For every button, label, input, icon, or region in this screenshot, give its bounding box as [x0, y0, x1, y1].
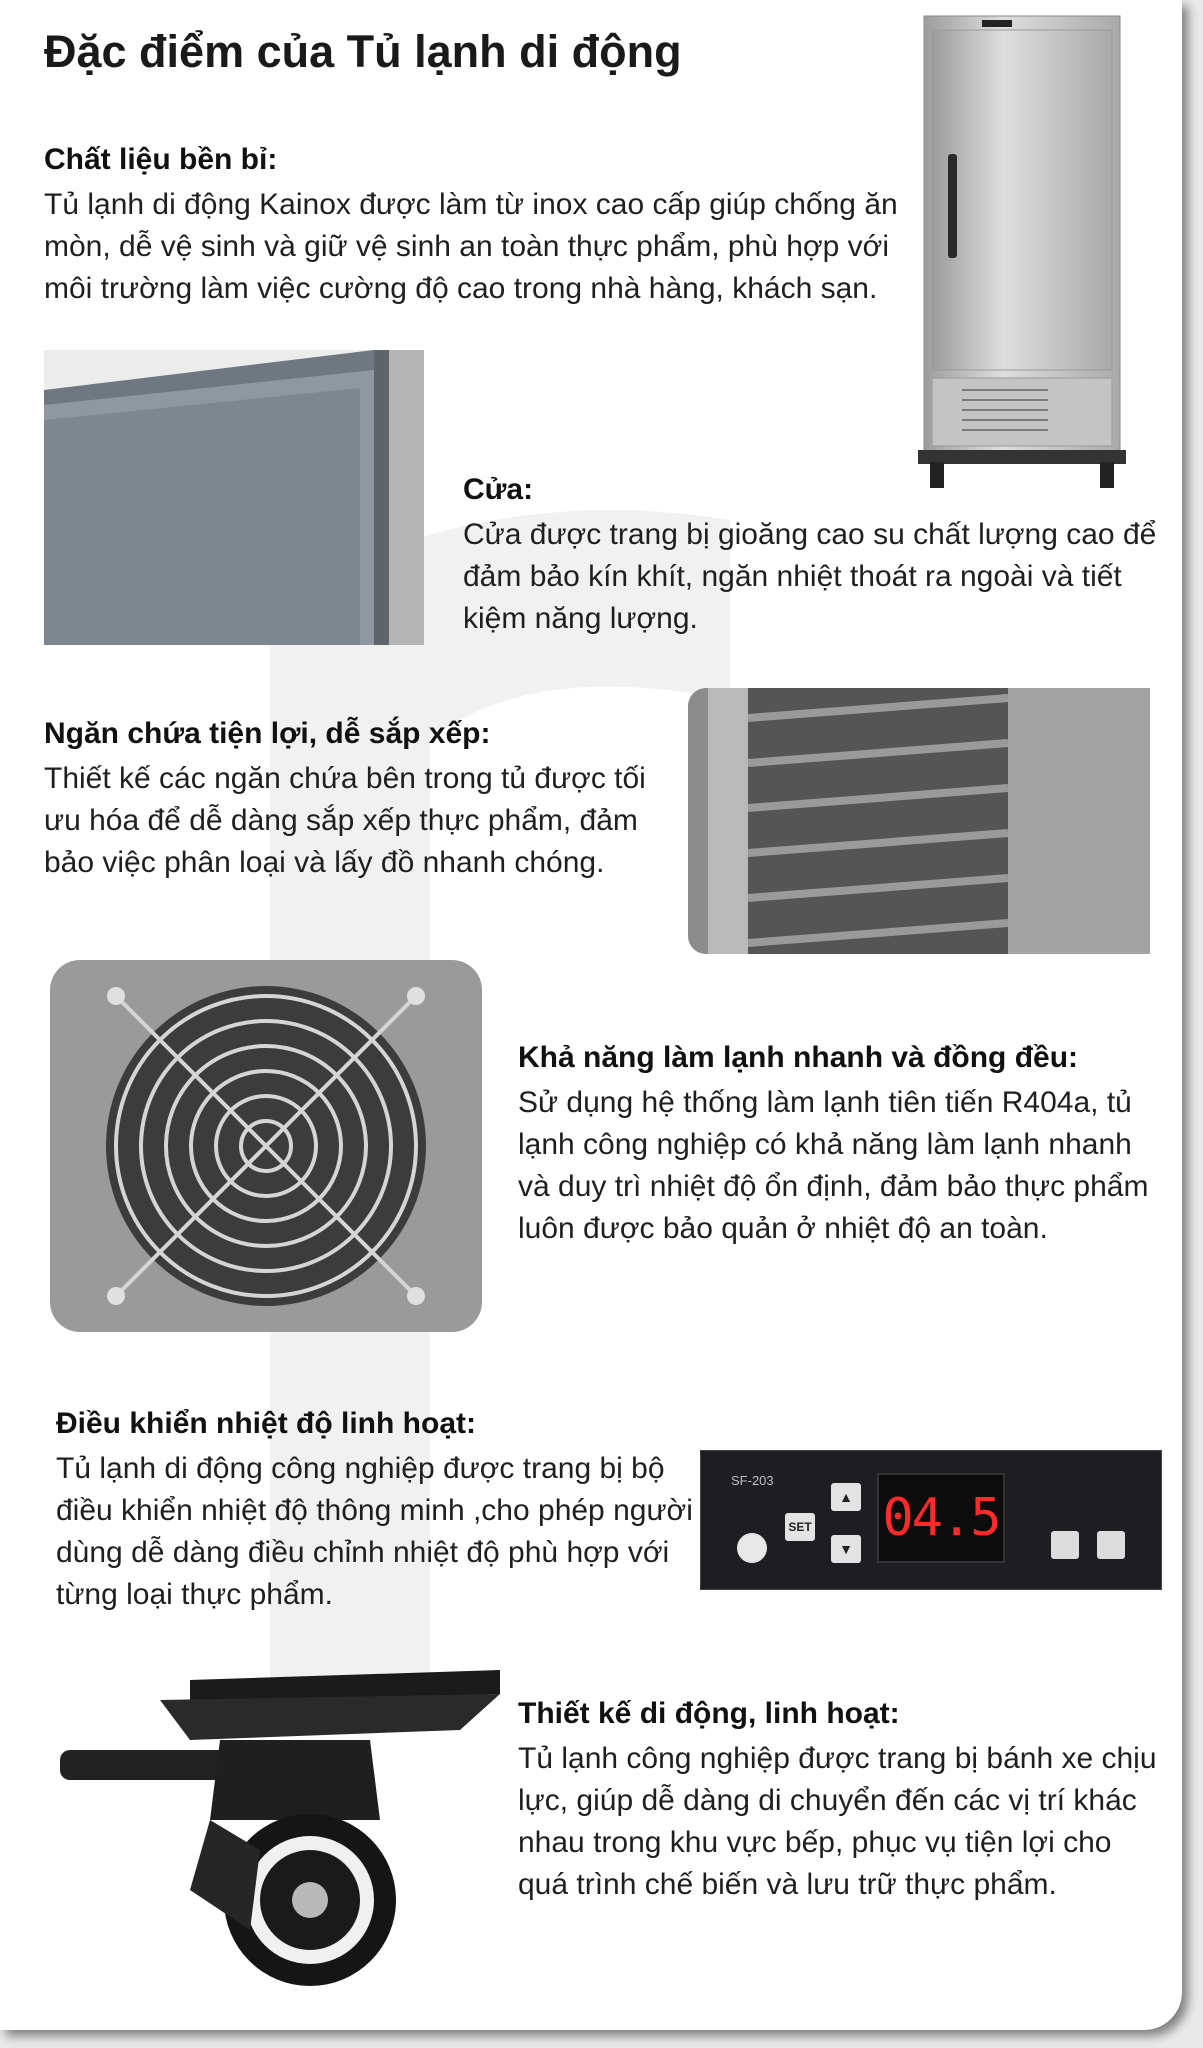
fan-image: [50, 960, 482, 1332]
section-body: Tủ lạnh di động công nghiệp được trang bị bộ điều khiển nhiệt độ thông minh ,cho phép người dùng dễ dàng điều chỉnh nhiệt độ phù hợp với từng loại thực phẩm.: [56, 1452, 693, 1611]
section-body: Cửa được trang bị gioăng cao su chất lượng cao để đảm bảo kín khít, ngăn nhiệt thoát ra ngoài và tiết kiệm năng lượng.: [463, 518, 1157, 635]
shelves-image: [688, 688, 1150, 954]
section-heading: Chất liệu bền bỉ:: [44, 143, 278, 176]
section-temperature-control: [56, 1404, 696, 1616]
caster-wheel-image: [60, 1670, 510, 1990]
section-material: [44, 140, 904, 310]
section-mobility: [518, 1694, 1168, 1906]
up-arrow-icon: ▲: [831, 1483, 861, 1511]
section-body: Tủ lạnh công nghiệp được trang bị bánh xe chịu lực, giúp dễ dàng di chuyển đến các vị trí khác nhau trong khu vực bếp, phục vụ tiện lợi cho quá trình chế biến và lưu trữ thực phẩm.: [518, 1742, 1157, 1901]
section-heading: Điều khiển nhiệt độ linh hoạt:: [56, 1407, 476, 1440]
fridge-image: [918, 14, 1126, 494]
defrost-button: [1097, 1531, 1125, 1559]
section-body: Tủ lạnh di động Kainox được làm từ inox cao cấp giúp chống ăn mòn, dễ vệ sinh và giữ vệ sinh an toàn thực phẩm, phù hợp với môi trường làm việc cường độ cao trong nhà hàng, khách sạn.: [44, 188, 898, 305]
section-body: Thiết kế các ngăn chứa bên trong tủ được tối ưu hóa để dễ dàng sắp xếp thực phẩm, đảm bảo việc phân loại và lấy đồ nhanh chóng.: [44, 762, 646, 879]
controller-model-label: SF-203: [731, 1473, 774, 1488]
down-arrow-icon: ▼: [831, 1535, 861, 1563]
door-gasket-image: [44, 350, 424, 645]
section-body: Sử dụng hệ thống làm lạnh tiên tiến R404a, tủ lạnh công nghiệp có khả năng làm lạnh nhanh và duy trì nhiệt độ ổn định, đảm bảo thực phẩm luôn được bảo quản ở nhiệt độ an toàn.: [518, 1086, 1149, 1245]
temperature-controller: [700, 1450, 1162, 1590]
power-button: [737, 1533, 767, 1563]
section-heading: Ngăn chứa tiện lợi, dễ sắp xếp:: [44, 717, 491, 750]
section-shelves: [44, 714, 684, 884]
page-title: Đặc điểm của Tủ lạnh di động: [44, 26, 682, 77]
section-heading: Khả năng làm lạnh nhanh và đồng đều:: [518, 1041, 1079, 1074]
temperature-display: 04.5: [877, 1473, 1005, 1563]
section-cooling: [518, 1038, 1168, 1250]
set-button: SET: [785, 1513, 815, 1541]
section-heading: Thiết kế di động, linh hoạt:: [518, 1697, 900, 1730]
light-button: [1051, 1531, 1079, 1559]
section-heading: Cửa:: [463, 473, 534, 506]
section-door: [463, 470, 1163, 640]
